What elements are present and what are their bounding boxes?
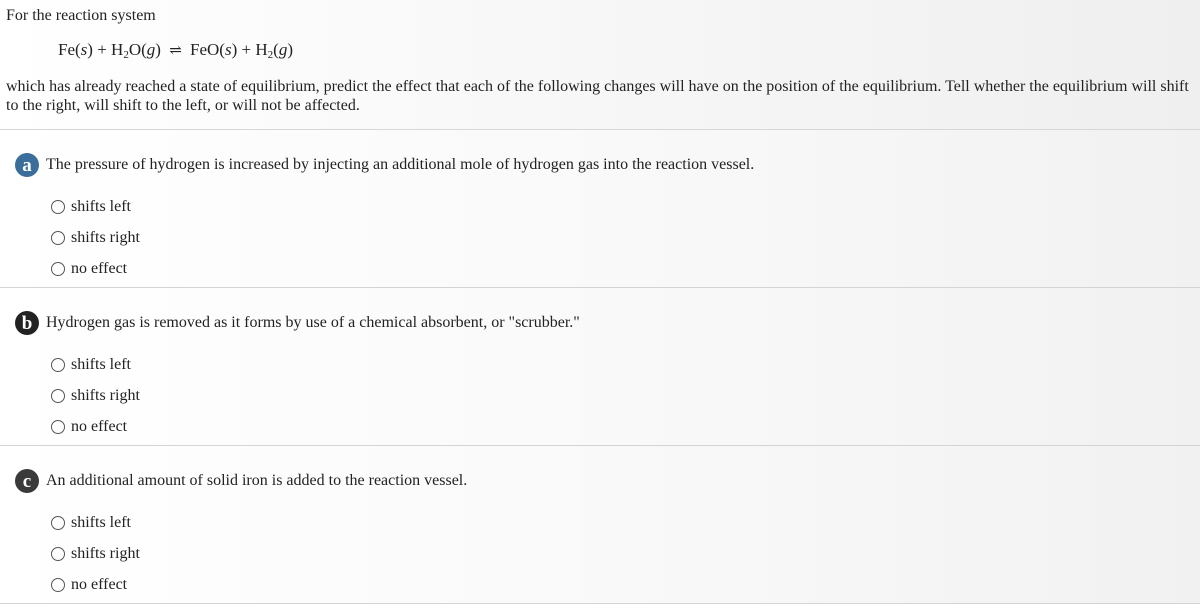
radio-button[interactable] [51, 420, 65, 434]
question-c [0, 446, 1200, 604]
radio-button[interactable] [51, 231, 65, 245]
intro-text: For the reaction system [6, 7, 156, 24]
option-label: shifts right [71, 544, 140, 562]
eq-state: g [146, 40, 156, 59]
option-label: shifts right [71, 228, 140, 246]
option-label: no effect [71, 417, 128, 435]
radio-button[interactable] [51, 389, 65, 403]
radio-button[interactable] [51, 358, 65, 372]
eq-subscript: 2 [267, 49, 274, 61]
radio-button[interactable] [51, 200, 65, 214]
question-header [15, 469, 467, 493]
answer-option[interactable] [51, 349, 140, 380]
answer-option[interactable] [51, 380, 140, 411]
reaction-equation [58, 39, 293, 62]
option-label: no effect [71, 575, 128, 593]
problem-description: which has already reached a state of equilibrium, predict the effect that each of the following changes will have on the position of the equilibrium. Tell whether the equilibrium will shift to the right, will shift to the left, or will not be affected. [6, 78, 1189, 114]
answer-option[interactable] [51, 569, 140, 600]
question-badge-icon: c [15, 469, 39, 493]
answer-options [51, 191, 140, 284]
question-list [0, 130, 1200, 604]
eq-part: O( [128, 40, 147, 59]
eq-part: ( [273, 40, 279, 59]
option-label: shifts left [71, 513, 131, 531]
eq-part: ) + H [87, 40, 124, 59]
question-badge-icon: b [15, 311, 39, 335]
radio-button[interactable] [51, 262, 65, 276]
answer-option[interactable] [51, 191, 140, 222]
question-text: An additional amount of solid iron is added to the reaction vessel. [46, 472, 468, 489]
question-b [0, 288, 1200, 446]
eq-state: s [224, 40, 232, 59]
radio-button[interactable] [51, 516, 65, 530]
question-badge-icon: a [15, 153, 39, 177]
option-label: shifts left [71, 197, 131, 215]
eq-state: g [278, 40, 288, 59]
eq-part: ) [287, 40, 293, 59]
eq-part: ) + H [231, 40, 268, 59]
radio-button[interactable] [51, 547, 65, 561]
answer-option[interactable] [51, 507, 140, 538]
equilibrium-arrow-icon: ⇌ [169, 43, 182, 59]
question-text: The pressure of hydrogen is increased by injecting an additional mole of hydrogen gas into the reaction vessel. [46, 156, 755, 173]
problem-prompt [0, 0, 1200, 130]
question-text: Hydrogen gas is removed as it forms by use of a chemical absorbent, or "scrubber." [46, 314, 580, 331]
eq-subscript: 2 [123, 49, 129, 61]
option-label: shifts right [71, 386, 140, 404]
answer-option[interactable] [51, 222, 140, 253]
eq-part: FeO( [190, 40, 225, 59]
eq-state: s [80, 40, 88, 59]
eq-part: Fe( [58, 40, 81, 59]
answer-option[interactable] [51, 538, 140, 569]
question-a [0, 130, 1200, 288]
option-label: no effect [71, 259, 128, 277]
answer-options [51, 507, 140, 600]
answer-options [51, 349, 140, 442]
option-label: shifts left [71, 355, 131, 373]
question-header [15, 153, 754, 177]
answer-option[interactable] [51, 253, 140, 284]
radio-button[interactable] [51, 578, 65, 592]
question-header [15, 311, 580, 335]
eq-part: ) [155, 40, 161, 59]
answer-option[interactable] [51, 411, 140, 442]
